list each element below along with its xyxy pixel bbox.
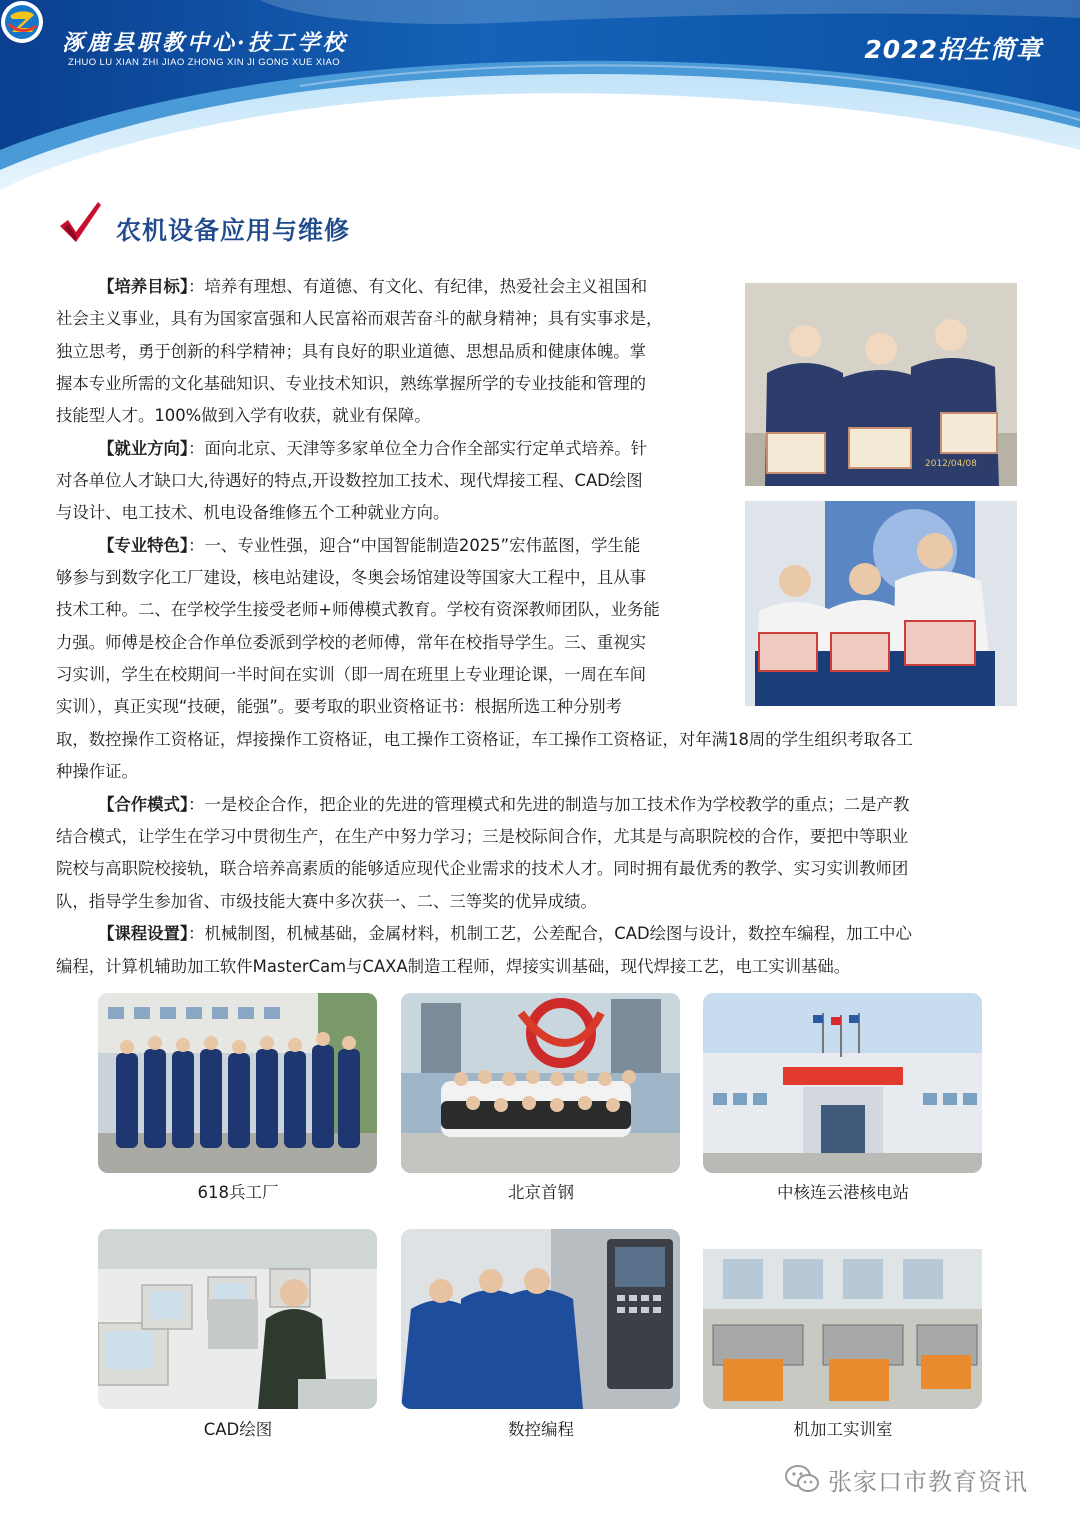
text-line: 取，数控操作工资格证，焊接操作工资格证，电工操作工资格证，车工操作工资格证，对年满18周的学生组织考取各工 [56,730,913,749]
gallery-caption: 北京首钢 [508,1183,574,1202]
text-line: 技能型人才。100%做到入学有收获，就业有保障。 [56,406,431,425]
photo-date-stamp: 2012/04/08 [925,459,977,469]
watermark-text: 张家口市教育资讯 [828,1467,1028,1496]
text-line: 技术工种。二、在学校学生接受老师+师傅模式教育。学校有资深教师团队，业务能 [56,600,660,619]
school-pinyin: ZHUO LU XIAN ZHI JIAO ZHONG XIN JI GONG XUE XIAO [68,57,341,68]
text-line: 与设计、电工技术、机电设备维修五个工种就业方向。 [56,503,450,522]
wechat-icon [784,1464,820,1494]
text-line: 实训），真正实现“技硬，能强”。要考取的职业资格证书：根据所选工种分别考 [56,697,623,716]
gallery-photo-cnc-programming [401,1229,680,1409]
gallery-photo-beijing-shougang [401,993,680,1173]
text-line: 对各单位人才缺口大,待遇好的特点,开设数控加工技术、现代焊接工程、CAD绘图 [56,471,643,490]
text-line: 社会主义事业，具有为国家富强和人民富裕而艰苦奋斗的献身精神；具有实事求是， [56,309,663,328]
gallery-caption: 618兵工厂 [197,1183,279,1202]
gallery-photo-618-factory [98,993,377,1173]
gallery-caption: 中核连云港核电站 [777,1183,909,1202]
text-line: 够参与到数字化工厂建设，核电站建设，冬奥会场馆建设等国家大工程中，且从事 [56,568,647,587]
photo-students-certificates-2 [745,501,1017,706]
watermark [784,1461,1028,1497]
section-title: 农机设备应用与维修 [116,216,351,245]
gallery-photo-cad-lab [98,1229,377,1409]
brochure-title: 2022招生简章 [864,35,1042,64]
check-icon [58,200,102,244]
text-line: 编程，计算机辅助加工软件MasterCam与CAXA制造工程师，焊接实训基础，现代焊接工艺，电工实训基础。 [56,957,851,976]
text-line: 握本专业所需的文化基础知识、专业技术知识，熟练掌握所学的专业技能和管理的 [56,374,647,393]
text-line: 结合模式，让学生在学习中贯彻生产，在生产中努力学习；三是校际间合作，尤其是与高职院校的合作，要把中等职业 [56,827,909,846]
text-line: 院校与高职院校接轨，联合培养高素质的能够适应现代企业需求的技术人才。同时拥有最优秀的教学、实习实训教师团 [56,859,909,878]
text-line: 【课程设置】：机械制图，机械基础，金属材料，机制工艺，公差配合，CAD绘图与设计，数控车编程，加工中心 [98,924,912,943]
gallery-caption: 数控编程 [508,1420,574,1439]
gallery-caption: CAD绘图 [203,1420,273,1439]
page-header [0,0,1080,200]
text-line: 【培养目标】：培养有理想、有道德、有文化、有纪律，热爱社会主义祖国和 [98,277,648,296]
text-line: 【就业方向】：面向北京、天津等多家单位全力合作全部实行定单式培养。针 [98,439,648,458]
text-line: 【专业特色】：一、专业性强，迎合“中国智能制造2025”宏伟蓝图，学生能 [98,536,641,555]
text-line: 独立思考，勇于创新的科学精神；具有良好的职业道德、思想品质和健康体魄。掌 [56,342,647,361]
text-line: 【合作模式】：一是校企合作，把企业的先进的管理模式和先进的制造与加工技术作为学校教学的重点；二是产教 [98,795,910,814]
gallery-photo-nuclear-plant [703,993,982,1173]
text-line: 力强。师傅是校企合作单位委派到学校的老师傅，常年在校指导学生。三、重视实 [56,633,647,652]
gallery-caption: 机加工实训室 [793,1420,893,1439]
text-line: 种操作证。 [56,762,138,781]
text-line: 习实训，学生在校期间一半时间在实训（即一周在班里上专业理论课，一周在车间 [56,665,647,684]
text-line: 队，指导学生参加省、市级技能大赛中多次获一、二、三等奖的优异成绩。 [56,892,597,911]
gallery-photo-machining-lab [703,1229,982,1409]
school-name: 涿鹿县职教中心·技工学校 [62,30,348,56]
photo-students-certificates-1 [745,283,1017,486]
school-logo [0,0,44,44]
